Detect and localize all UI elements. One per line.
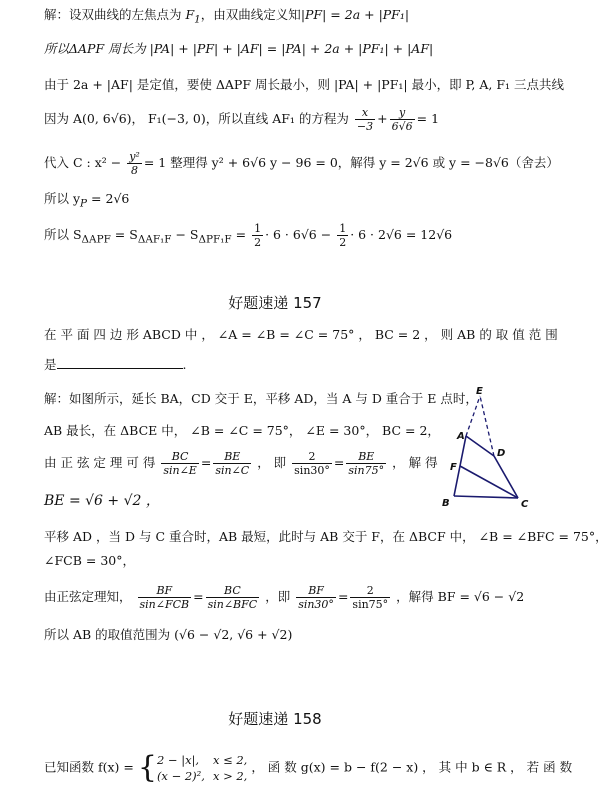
numerator: y²	[129, 150, 140, 163]
problem-158-line-1	[44, 752, 572, 784]
fraction	[355, 106, 375, 133]
case-cond: x ≤ 2,	[212, 753, 248, 767]
text: 因为 A(0, 6√6)， F₁(−3, 0)，所以直线 AF₁ 的方程为	[44, 111, 349, 126]
text: · 6 · 2√6 = 12√6	[350, 227, 453, 242]
numerator: BC	[206, 584, 260, 598]
numerator: 1	[254, 222, 262, 235]
heading-157: 好题速递 157	[228, 294, 322, 312]
solution-157-line-8: 所以 AB 的取值范围为 (√6 − √2, √6 + √2)	[44, 627, 293, 642]
fraction	[350, 584, 390, 611]
text: ， 函 数 g(x) = b − f(2 − x) ， 其 中 b ∈ R ， 若 函 数	[251, 759, 573, 775]
segment-bc	[454, 496, 518, 498]
solution-line-2: 所以ΔAPF 周长为 |PA| + |PF| + |AF| = |PA| + 2a + |PF₁| + |AF|	[44, 41, 434, 56]
solution-157-line-4: BE = √6 + √2 ，	[44, 493, 160, 509]
solution-line-3: 由于 2a + |AF| 是定值，要使 ΔAPF 周长最小，则 |PA| + |PF₁| 最小，即 P, A, F₁ 三点共线	[44, 77, 565, 92]
text: 所以 y	[44, 191, 81, 206]
fraction	[337, 222, 348, 249]
text: +	[377, 111, 388, 126]
piecewise-cases	[157, 752, 247, 784]
fraction	[213, 450, 251, 477]
solution-157-line-2: AB 最长，在 ΔBCE 中， ∠B = ∠C = 75°， ∠E = 30°， BC = 2，	[44, 423, 440, 438]
denominator: 2	[254, 236, 262, 249]
numerator: 2	[292, 450, 332, 464]
case-2	[157, 768, 247, 784]
denominator: sin75°	[352, 598, 389, 611]
text: =	[235, 227, 247, 242]
fraction	[292, 450, 332, 477]
text: = 1 整理得 y² + 6√6 y − 96 = 0，解得 y = 2√6 或 y = −8√6（舍去）	[143, 155, 559, 170]
text: 已知函数 f(x) =	[44, 759, 134, 775]
text: =	[193, 589, 204, 604]
math-expr: |PF| = 2a + |PF₁|	[300, 7, 410, 22]
text: ， 解 得	[392, 455, 438, 470]
left-brace: {	[137, 750, 157, 785]
numerator: y	[390, 106, 415, 120]
problem-157-line-1: 在 平 面 四 边 形 ABCD 中 ， ∠A = ∠B = ∠C = 75° ， BC = 2 ， 则 AB 的 取 值 范 围	[44, 327, 558, 342]
denominator: sin∠BFC	[207, 598, 258, 611]
denominator: sin∠FCB	[139, 598, 190, 611]
numerator: BC	[161, 450, 199, 464]
solution-line-6	[44, 190, 129, 213]
fraction	[206, 584, 260, 611]
case-expr: 2 − |x|,	[156, 753, 200, 767]
numerator: x	[355, 106, 375, 120]
solution-157-line-3	[44, 450, 438, 477]
solution-line-1	[44, 6, 409, 29]
case-cond: x > 2,	[212, 769, 248, 783]
denominator: sin∠E	[163, 464, 197, 477]
denominator: 8	[131, 164, 139, 177]
numerator: 2	[350, 584, 390, 598]
solution-157-line-1: 解：如图所示，延长 BA，CD 交于 E，平移 AD，当 A 与 D 重合于 E 点时，	[44, 391, 478, 406]
text: − S	[175, 227, 199, 242]
solution-line-4	[44, 106, 439, 133]
solution-157-line-6: ∠FCB = 30°，	[44, 553, 135, 568]
text: =	[333, 455, 345, 470]
text: · 6 · 6√6 −	[265, 227, 332, 242]
denominator: 6√6	[391, 120, 413, 133]
subscript: P	[80, 197, 88, 210]
answer-blank	[57, 356, 183, 369]
fraction	[252, 222, 263, 249]
solution-line-7	[44, 222, 452, 249]
text: ，解得 BF = √6 − √2	[396, 589, 525, 604]
fraction	[296, 584, 336, 611]
text: = 1	[416, 111, 440, 126]
fraction	[390, 106, 415, 133]
problem-157-line-2	[44, 356, 187, 374]
label-e: E	[476, 386, 483, 397]
text: .	[182, 357, 187, 372]
text: =	[337, 589, 349, 604]
solution-157-line-7	[44, 584, 524, 611]
solution-157-line-5: 平移 AD ，当 D 与 C 重合时，AB 最短，此时与 AB 交于 F，在 ΔBCF 中， ∠B = ∠BFC = 75°，	[44, 529, 608, 544]
label-d: D	[497, 448, 506, 459]
subscript: ΔAPF	[81, 233, 111, 246]
subscript: ΔAF₁F	[137, 233, 172, 246]
text: 由 正 弦 定 理 可 得	[44, 455, 156, 470]
denominator: −3	[356, 120, 374, 133]
numerator: BF	[138, 584, 192, 598]
fraction	[161, 450, 199, 477]
text: = 2√6	[91, 191, 130, 206]
label-a: A	[457, 431, 465, 442]
numerator: BE	[213, 450, 251, 464]
numerator: BF	[296, 584, 336, 598]
denominator: 2	[339, 236, 347, 249]
subscript: ΔPF₁F	[198, 233, 232, 246]
text: 是	[44, 357, 57, 372]
fraction	[346, 450, 386, 477]
fraction	[138, 584, 192, 611]
label-c: C	[521, 499, 529, 510]
numerator: 1	[339, 222, 347, 235]
text: 代入 C : x² −	[44, 155, 122, 170]
denominator: sin30°	[294, 464, 330, 477]
case-expr: (x − 2)²,	[156, 769, 205, 783]
text: =	[200, 455, 212, 470]
quadrilateral-figure	[436, 384, 536, 512]
text: 解：设双曲线的左焦点为	[44, 7, 186, 22]
denominator: sin∠C	[215, 464, 250, 477]
fraction	[127, 150, 142, 177]
label-f: F	[450, 462, 457, 473]
focus-label: $F_1$	[185, 7, 201, 26]
text: ， 即	[257, 455, 287, 470]
text: ，即	[265, 589, 291, 604]
label-b: B	[442, 498, 450, 509]
text: 由正弦定理知，	[44, 589, 132, 604]
text: = S	[114, 227, 138, 242]
dashed-ae	[466, 396, 480, 436]
denominator: sin30°	[298, 598, 334, 611]
heading-158: 好题速递 158	[228, 710, 322, 728]
denominator: sin75°	[348, 464, 385, 477]
text: 所以 S	[44, 227, 82, 242]
case-1	[157, 752, 247, 768]
solution-line-5	[44, 150, 559, 177]
numerator: BE	[346, 450, 386, 464]
text: ，由双曲线定义知	[200, 7, 301, 22]
